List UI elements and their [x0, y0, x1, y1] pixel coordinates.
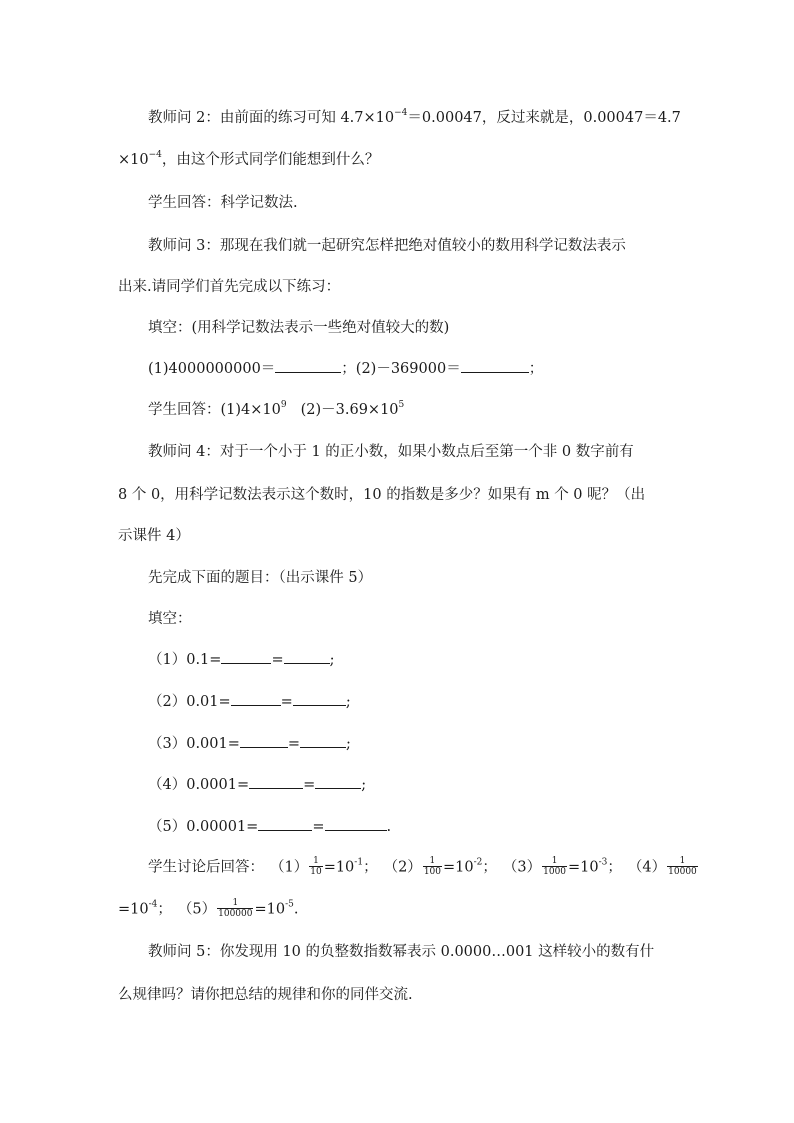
answer-blank[interactable]: [275, 359, 341, 373]
answer-label: （2）: [383, 859, 422, 876]
answer-label: （5）: [177, 901, 217, 918]
teacher-question-4-line1: 教师问 4：对于一个小于 1 的正小数，如果小数点后至第一个非 0 数字前有: [148, 444, 634, 460]
fraction-numerator: 1: [217, 898, 253, 909]
exponent: −4: [394, 108, 408, 118]
fraction-numerator: 1: [667, 856, 698, 867]
power-base: =10: [443, 859, 474, 876]
answer-label: （4）: [627, 859, 667, 876]
text-segment: ×10: [118, 152, 149, 168]
fill-item-2: [148, 692, 351, 712]
exercise-large-numbers: [148, 359, 543, 379]
fill-item-3: [148, 734, 351, 754]
answer-label: （3）: [502, 859, 542, 876]
answer-blank[interactable]: [325, 817, 387, 831]
text-segment: ，由这个形式同学们能想到什么？: [161, 152, 380, 168]
exponent: -1: [354, 857, 364, 868]
equals-sign: =: [287, 736, 301, 752]
exponent: 5: [398, 400, 405, 410]
item-end: ;: [329, 652, 335, 668]
exponent: -3: [598, 857, 608, 868]
text-segment: (2)－3.69×10: [300, 402, 399, 418]
answer-blank[interactable]: [249, 775, 303, 789]
speaker-label: 教师问 2: [148, 110, 206, 126]
item-end: ;: [361, 777, 367, 793]
exponent: 9: [280, 400, 287, 410]
fill-in-label: 填空：: [148, 611, 192, 627]
teacher-question-2-line2: [118, 150, 379, 170]
answer-blank[interactable]: [300, 734, 346, 748]
exponent: -2: [473, 857, 483, 868]
power-base: =10: [118, 901, 149, 918]
exponent: -5: [285, 899, 294, 910]
equals-sign: =: [312, 819, 325, 835]
item-end: ；: [363, 859, 378, 876]
answer-blank[interactable]: [221, 650, 271, 664]
exponent: −4: [148, 150, 162, 160]
teacher-question-3-line1: 教师问 3：那现在我们就一起研究怎样把绝对值较小的数用科学记数法表示: [148, 238, 626, 254]
item-prefix: （5）0.00001=: [148, 819, 259, 835]
equals-sign: =: [271, 652, 284, 668]
item-end: ;: [345, 694, 351, 710]
text-segment: 学生回答：(1)4×10: [148, 402, 281, 418]
power-base: =10: [254, 901, 286, 918]
fill-item-5: [148, 817, 391, 837]
equals-sign: =: [280, 694, 293, 710]
answer-blank[interactable]: [284, 650, 330, 664]
power-base: =10: [323, 859, 355, 876]
student-answer-1: 学生回答：科学记数法.: [148, 195, 298, 211]
item-prefix: （2）0.01=: [148, 694, 231, 710]
text-segment: ：由前面的练习可知 4.7×10: [205, 110, 395, 126]
exponent: -4: [148, 899, 158, 910]
answer-blank[interactable]: [461, 359, 529, 373]
item-end: ；: [157, 901, 172, 918]
answer-blank[interactable]: [315, 775, 361, 789]
fraction-denominator: 100: [423, 867, 441, 877]
answer-blank[interactable]: [231, 692, 281, 706]
fill-item-1: [148, 650, 334, 670]
text-segment: ＝0.00047，反过来就是，0.00047＝4.7: [407, 110, 681, 126]
item-prefix: （3）0.001=: [148, 736, 240, 752]
fraction-denominator: 10000: [668, 867, 697, 877]
teacher-question-4-line2: 8 个 0，用科学记数法表示这个数时，10 的指数是多少？如果有 m 个 0 呢？（出: [118, 487, 646, 503]
item-end: ;: [346, 736, 351, 752]
fraction-numerator: 1: [542, 856, 567, 867]
fraction: [309, 856, 322, 877]
item-prefix: （1）0.1=: [148, 652, 222, 668]
fill-in-instruction-1: 填空：(用科学记数法表示一些绝对值较大的数): [148, 320, 450, 336]
power-base: =10: [568, 859, 599, 876]
teacher-question-5-line2: 么规律吗？请你把总结的规律和你的同伴交流.: [118, 987, 413, 1003]
fraction-numerator: 1: [309, 856, 322, 867]
teacher-question-3-line2: 出来.请同学们首先完成以下练习：: [118, 279, 341, 295]
teacher-question-5-line1: 教师问 5：你发现用 10 的负整数指数幂表示 0.0000…001 这样较小的数有什: [148, 944, 655, 960]
student-discussion-answer-line1: [148, 857, 699, 878]
answer-blank[interactable]: [293, 692, 346, 706]
fraction-numerator: 1: [423, 856, 442, 867]
item-end: ；: [482, 859, 497, 876]
item-prefix: （4）0.0001=: [148, 777, 250, 793]
answer-blank[interactable]: [258, 817, 312, 831]
fraction: [667, 856, 698, 877]
student-answer-2: [148, 400, 404, 420]
equals-sign: =: [303, 777, 316, 793]
teacher-question-4-line3: 示课件 4）: [118, 528, 190, 544]
fraction-denominator: 10: [310, 867, 322, 877]
fill-item-4: [148, 775, 366, 795]
answer-intro: 学生讨论后回答：: [148, 859, 264, 876]
fraction: [542, 856, 567, 877]
text-segment: ；: [528, 361, 544, 377]
text-segment: ；(2)－369000＝: [341, 361, 461, 377]
fraction: [217, 898, 253, 919]
answer-blank[interactable]: [240, 734, 288, 748]
student-discussion-answer-line2: [118, 899, 298, 920]
item-end: .: [293, 901, 299, 918]
text-segment: (1)4000000000＝: [148, 361, 276, 377]
teacher-question-2-line1: [148, 108, 681, 128]
answer-label: （1）: [270, 859, 309, 876]
fraction: [423, 856, 442, 877]
item-end: .: [386, 819, 392, 835]
fraction-denominator: 100000: [218, 909, 253, 919]
fraction-denominator: 1000: [543, 867, 567, 877]
exercise-intro: 先完成下面的题目：（出示课件 5）: [148, 570, 373, 586]
item-end: ；: [607, 859, 622, 876]
